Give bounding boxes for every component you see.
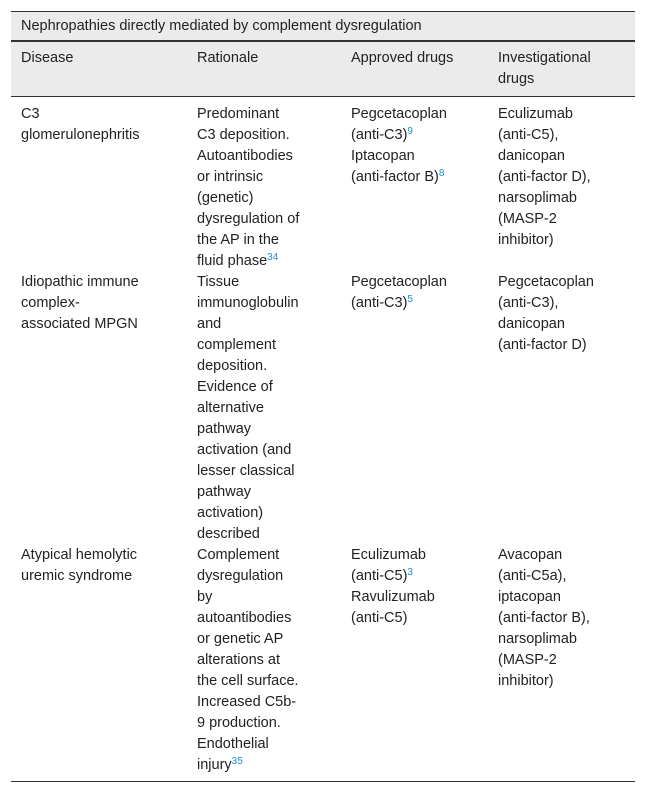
cell-line xyxy=(21,272,186,293)
cell-line xyxy=(197,629,317,650)
cell-text: described xyxy=(197,526,260,542)
cell-text: by xyxy=(197,589,213,605)
cell-text: and xyxy=(197,316,222,332)
reference-link[interactable]: 3 xyxy=(407,567,413,578)
cell-text: (anti-C3) xyxy=(351,127,408,143)
cell-line xyxy=(197,440,317,461)
cell-text: narsoplimab xyxy=(498,190,577,206)
cell-line xyxy=(197,209,317,230)
cell-text: narsoplimab xyxy=(498,631,577,647)
cell-line xyxy=(197,356,317,377)
cell-text: immunoglobulin xyxy=(197,295,299,311)
cell-text: glomerulonephritis xyxy=(21,127,140,143)
table-body xyxy=(11,97,635,782)
cell-text: C3 deposition. xyxy=(197,127,290,143)
cell-text: lesser classical xyxy=(197,463,295,479)
cell-text: Eculizumab xyxy=(351,547,426,563)
cell-rationale xyxy=(197,104,317,272)
cell-text: pathway xyxy=(197,421,252,437)
cell-text: (anti-C3) xyxy=(351,295,408,311)
cell-text: Pegcetacoplan xyxy=(498,274,594,290)
cell-line xyxy=(197,272,317,293)
cell-line xyxy=(351,566,486,587)
cell-disease xyxy=(21,272,186,335)
cell-line xyxy=(351,587,486,608)
header-rationale: Rationale xyxy=(197,50,259,66)
cell-text: autoantibodies xyxy=(197,610,292,626)
cell-text: associated MPGN xyxy=(21,316,138,332)
cell-text: Tissue xyxy=(197,274,240,290)
cell-line xyxy=(498,335,628,356)
reference-link[interactable]: 34 xyxy=(267,252,279,263)
cell-text: Autoantibodies xyxy=(197,148,293,164)
header-disease: Disease xyxy=(21,50,74,66)
cell-line xyxy=(351,608,486,629)
cell-line xyxy=(197,566,317,587)
cell-line xyxy=(197,755,317,776)
cell-line xyxy=(351,272,486,293)
cell-rationale xyxy=(197,272,317,545)
cell-investigational-drugs xyxy=(498,272,628,356)
cell-line xyxy=(197,335,317,356)
cell-text: C3 xyxy=(21,106,40,122)
cell-text: activation (and xyxy=(197,442,292,458)
cell-text: (anti-C5), xyxy=(498,127,559,143)
cell-text: (anti-C3), xyxy=(498,295,559,311)
cell-line xyxy=(21,293,186,314)
cell-line xyxy=(197,188,317,209)
cell-text: Endothelial xyxy=(197,736,269,752)
header-investigational-line: Investigational xyxy=(498,50,591,66)
cell-text: inhibitor) xyxy=(498,232,554,248)
reference-link[interactable]: 8 xyxy=(438,168,445,179)
cell-text: iptacopan xyxy=(498,589,561,605)
cell-text: inhibitor) xyxy=(498,673,554,689)
cell-text: alternative xyxy=(197,400,264,416)
cell-line xyxy=(498,293,628,314)
cell-text: (anti-C5) xyxy=(351,568,408,584)
table-header-row xyxy=(11,42,635,97)
cell-line xyxy=(197,461,317,482)
reference-link[interactable]: 5 xyxy=(407,294,413,305)
header-investigational-drugs xyxy=(498,48,628,90)
cell-text: (MASP-2 xyxy=(498,652,557,668)
table-caption xyxy=(11,11,635,42)
cell-line xyxy=(498,230,628,251)
cell-line xyxy=(21,545,186,566)
cell-line xyxy=(197,713,317,734)
cell-line xyxy=(498,167,628,188)
cell-line xyxy=(197,377,317,398)
cell-text: Predominant xyxy=(197,106,280,122)
cell-text: (genetic) xyxy=(197,190,254,206)
cell-line xyxy=(197,503,317,524)
cell-investigational-drugs xyxy=(498,104,628,251)
cell-text: uremic syndrome xyxy=(21,568,133,584)
cell-text: Increased C5b- xyxy=(197,694,297,710)
cell-text: danicopan xyxy=(498,316,565,332)
cell-line xyxy=(197,671,317,692)
cell-text: the AP in the xyxy=(197,232,279,248)
cell-line xyxy=(197,524,317,545)
cell-line xyxy=(197,167,317,188)
cell-line xyxy=(21,566,186,587)
cell-approved-drugs xyxy=(351,545,486,629)
cell-line xyxy=(351,104,486,125)
cell-text: pathway xyxy=(197,484,252,500)
cell-text: the cell surface. xyxy=(197,673,299,689)
cell-line xyxy=(498,104,628,125)
cell-text: (anti-C5) xyxy=(351,610,408,626)
cell-line xyxy=(197,608,317,629)
cell-line xyxy=(21,125,186,146)
cell-line xyxy=(498,545,628,566)
cell-text: Atypical hemolytic xyxy=(21,547,138,563)
cell-line xyxy=(498,608,628,629)
reference-link[interactable]: 35 xyxy=(231,756,243,767)
cell-approved-drugs xyxy=(351,272,486,314)
cell-text: activation) xyxy=(197,505,264,521)
cell-text: (anti-factor B), xyxy=(498,610,590,626)
cell-text: complement xyxy=(197,337,276,353)
cell-line xyxy=(197,104,317,125)
cell-line xyxy=(21,104,186,125)
cell-text: or genetic AP xyxy=(197,631,284,647)
cell-line xyxy=(498,587,628,608)
cell-disease xyxy=(21,545,186,587)
cell-text: Complement xyxy=(197,547,280,563)
cell-line xyxy=(197,545,317,566)
header-approved-drugs: Approved drugs xyxy=(351,50,454,66)
header-investigational-line: drugs xyxy=(498,71,535,87)
cell-line xyxy=(498,671,628,692)
cell-disease xyxy=(21,104,186,146)
cell-text: 9 production. xyxy=(197,715,281,731)
cell-text: Eculizumab xyxy=(498,106,573,122)
cell-line xyxy=(197,419,317,440)
cell-line xyxy=(197,587,317,608)
cell-text: injury xyxy=(197,757,232,773)
reference-link[interactable]: 9 xyxy=(407,126,413,137)
cell-text: Idiopathic immune xyxy=(21,274,139,290)
cell-text: complex- xyxy=(21,295,80,311)
cell-investigational-drugs xyxy=(498,545,628,692)
cell-line xyxy=(197,650,317,671)
cell-line xyxy=(197,482,317,503)
cell-line xyxy=(351,293,486,314)
cell-line xyxy=(197,734,317,755)
cell-text: Avacopan xyxy=(498,547,563,563)
cell-line xyxy=(351,545,486,566)
cell-line xyxy=(498,188,628,209)
cell-line xyxy=(498,650,628,671)
cell-line xyxy=(197,230,317,251)
cell-line xyxy=(498,272,628,293)
cell-line xyxy=(351,167,486,188)
cell-text: Evidence of xyxy=(197,379,273,395)
cell-line xyxy=(197,125,317,146)
cell-rationale xyxy=(197,545,317,776)
cell-text: fluid phase xyxy=(197,253,268,269)
cell-text: Pegcetacoplan xyxy=(351,106,447,122)
complement-table xyxy=(11,11,635,782)
table-caption-text: Nephropathies directly mediated by complement dysregulation xyxy=(21,18,422,34)
cell-line xyxy=(197,146,317,167)
cell-line xyxy=(197,692,317,713)
cell-text: alterations at xyxy=(197,652,281,668)
cell-line xyxy=(21,314,186,335)
cell-text: (anti-factor D), xyxy=(498,169,591,185)
cell-line xyxy=(197,251,317,272)
cell-text: (MASP-2 xyxy=(498,211,557,227)
cell-text: dysregulation xyxy=(197,568,284,584)
cell-line xyxy=(498,209,628,230)
cell-text: deposition. xyxy=(197,358,268,374)
cell-line xyxy=(498,629,628,650)
cell-text: (anti-factor B) xyxy=(351,169,439,185)
cell-approved-drugs xyxy=(351,104,486,188)
cell-line xyxy=(351,146,486,167)
cell-line xyxy=(197,398,317,419)
cell-text: dysregulation of xyxy=(197,211,300,227)
cell-text: Iptacopan xyxy=(351,148,415,164)
cell-text: or intrinsic xyxy=(197,169,264,185)
cell-text: danicopan xyxy=(498,148,565,164)
cell-line xyxy=(197,293,317,314)
cell-line xyxy=(351,125,486,146)
cell-text: (anti-C5a), xyxy=(498,568,567,584)
cell-line xyxy=(498,566,628,587)
cell-line xyxy=(498,125,628,146)
cell-text: Pegcetacoplan xyxy=(351,274,447,290)
cell-text: Ravulizumab xyxy=(351,589,435,605)
cell-line xyxy=(498,314,628,335)
cell-line xyxy=(197,314,317,335)
cell-line xyxy=(498,146,628,167)
cell-text: (anti-factor D) xyxy=(498,337,587,353)
